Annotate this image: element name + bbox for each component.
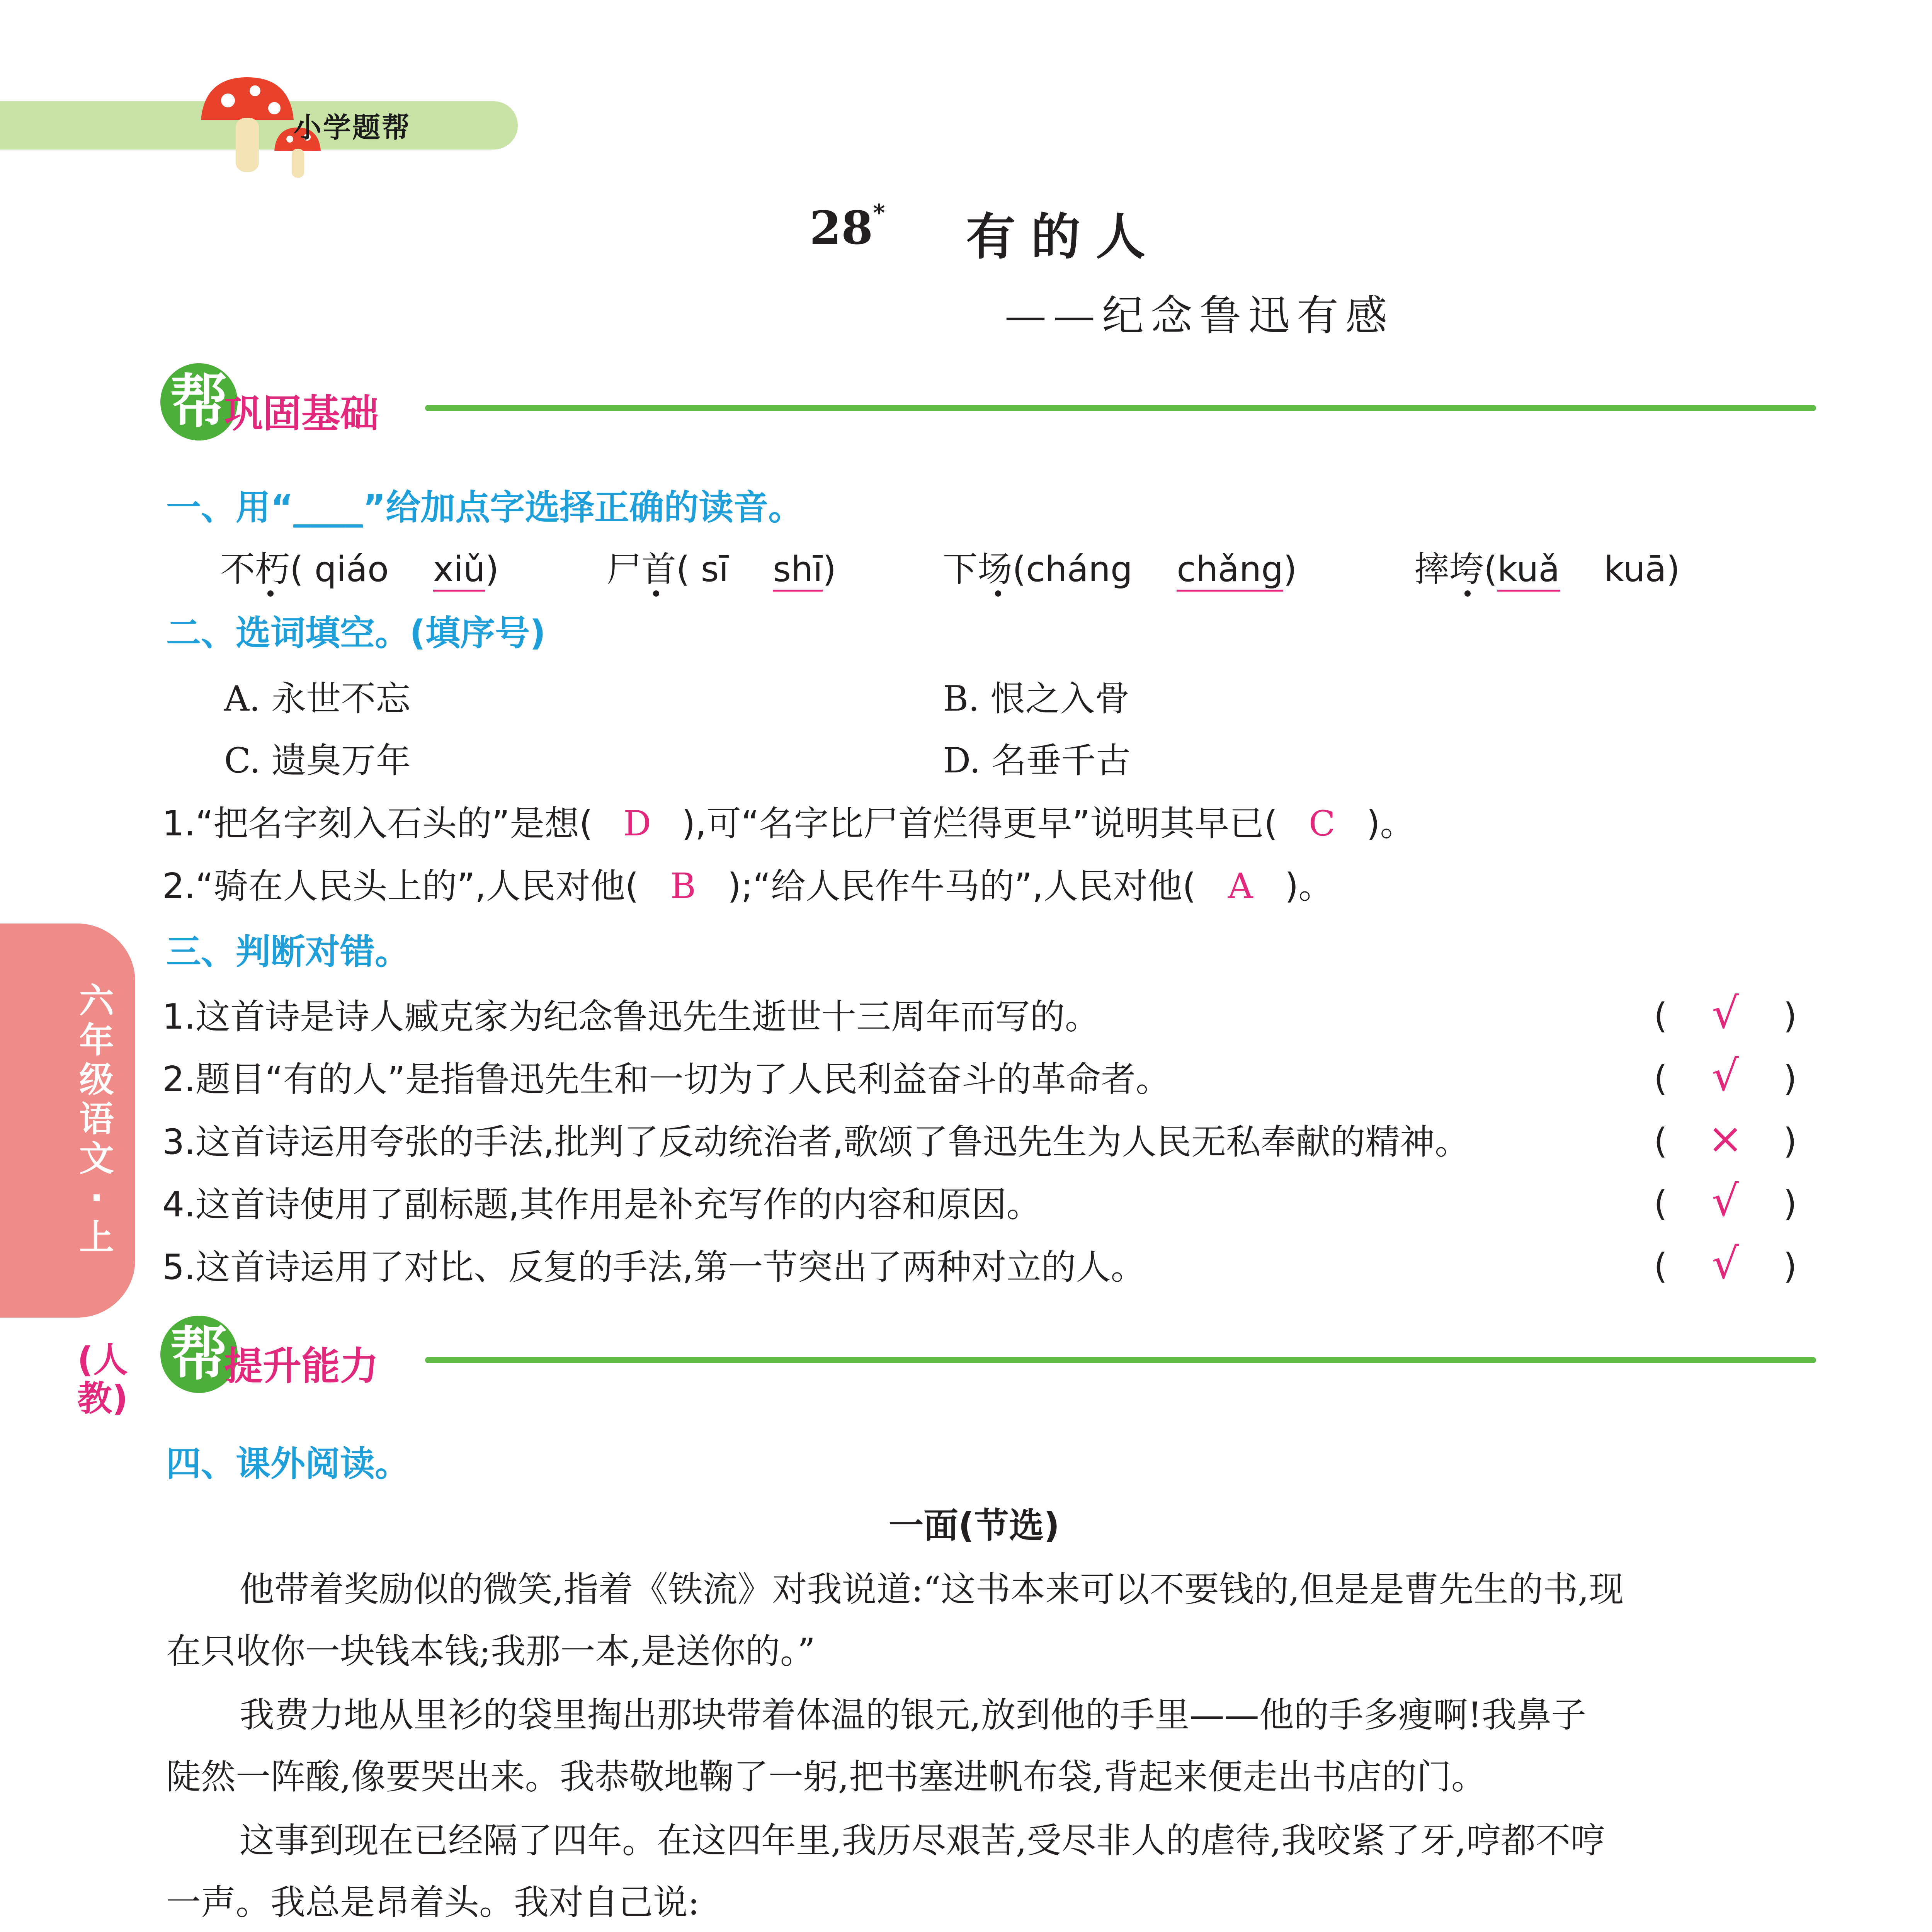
emphasis-dot bbox=[1464, 590, 1471, 597]
q2-option-c: C. 遗臭万年 bbox=[224, 740, 411, 781]
q3-mark-5: ( √ ) bbox=[1654, 1239, 1797, 1288]
q3-mark-2: ( √ ) bbox=[1654, 1051, 1797, 1100]
q3-statement-3: 3.这首诗运用夸张的手法,批判了反动统治者,歌颂了鲁迅先生为人民无私奉献的精神。 bbox=[162, 1122, 1470, 1162]
q1-item-3: 下场(cháng chǎng) bbox=[943, 541, 1297, 591]
q4-heading: 四、课外阅读。 bbox=[166, 1444, 410, 1484]
q3-statement-2: 2.题目“有的人”是指鲁迅先生和一切为了人民利益奋斗的革命者。 bbox=[162, 1059, 1171, 1100]
section-title-improve: 提升能力 bbox=[224, 1344, 379, 1389]
bang-badge: 帮 bbox=[160, 1316, 238, 1393]
q3-mark-3: ( × ) bbox=[1654, 1114, 1797, 1163]
passage-line: 这事到现在已经隔了四年。在这四年里,我历尽艰苦,受尽非人的虐待,我咬紧了牙,哼都不哼 bbox=[240, 1820, 1605, 1861]
q1-item-1: 不朽( qiáo xiǔ) bbox=[220, 541, 499, 591]
passage-line: 他带着奖励似的微笑,指着《铁流》对我说道:“这书本来可以不要钱的,但是是曹先生的书,现 bbox=[240, 1569, 1624, 1610]
passage-line: 一声。我总是昂着头。我对自己说: bbox=[166, 1882, 700, 1923]
q1-item-2: 尸首( sī shī) bbox=[607, 541, 836, 591]
lesson-title: 有的人 bbox=[966, 208, 1161, 266]
q2-option-d: D. 名垂千古 bbox=[943, 740, 1131, 781]
lesson-number: 28* bbox=[810, 199, 885, 255]
q3-statement-4: 4.这首诗使用了副标题,其作用是补充写作的内容和原因。 bbox=[162, 1184, 1041, 1225]
passage-line: 陡然一阵酸,像要哭出来。我恭敬地鞠了一躬,把书塞进帆布袋,背起来便走出书店的门。 bbox=[166, 1757, 1486, 1797]
q2-sentence-1: 1.“把名字刻入石头的”是想( D ),可“名字比尸首烂得更早”说明其早已( C )。 bbox=[162, 803, 1415, 844]
q2-sentence-2: 2.“骑在人民头上的”,人民对他( B );“给人民作牛马的”,人民对他( A )。 bbox=[162, 866, 1333, 906]
grade-label: 六年级语文·上 bbox=[79, 981, 114, 1258]
section-title-consolidate: 巩固基础 bbox=[224, 391, 379, 436]
passage-line: 我费力地从里衫的袋里掏出那块带着体温的银元,放到他的手里——他的手多瘦啊!我鼻子 bbox=[240, 1695, 1586, 1735]
lesson-subtitle: ——纪念鲁迅有感 bbox=[1005, 292, 1395, 340]
passage-title: 一面(节选) bbox=[889, 1505, 1060, 1546]
q2-heading: 二、选词填空。(填序号) bbox=[166, 613, 546, 653]
q3-statement-1: 1.这首诗是诗人臧克家为纪念鲁迅先生逝世十三周年而写的。 bbox=[162, 997, 1100, 1037]
q3-mark-4: ( √ ) bbox=[1654, 1176, 1797, 1226]
q2-option-b: B. 恨之入骨 bbox=[943, 679, 1130, 719]
edition-label: (人教) bbox=[77, 1340, 128, 1419]
bang-badge: 帮 bbox=[160, 363, 238, 440]
emphasis-dot bbox=[653, 590, 659, 597]
q3-heading: 三、判断对错。 bbox=[166, 932, 410, 972]
brand-label: 小学题帮 bbox=[294, 111, 412, 144]
q3-mark-1: ( √ ) bbox=[1654, 988, 1797, 1038]
section-divider bbox=[425, 405, 1816, 411]
q1-item-4: 摔垮(kuǎ kuā) bbox=[1414, 541, 1680, 591]
section-divider bbox=[425, 1357, 1816, 1363]
emphasis-dot bbox=[267, 590, 274, 597]
q3-statement-5: 5.这首诗运用了对比、反复的手法,第一节突出了两种对立的人。 bbox=[162, 1247, 1146, 1287]
emphasis-dot bbox=[995, 590, 1001, 597]
passage-line: 在只收你一块钱本钱;我那一本,是送你的。” bbox=[166, 1631, 815, 1672]
q2-option-a: A. 永世不忘 bbox=[224, 679, 411, 719]
q1-heading: 一、用“____”给加点字选择正确的读音。 bbox=[166, 487, 803, 528]
